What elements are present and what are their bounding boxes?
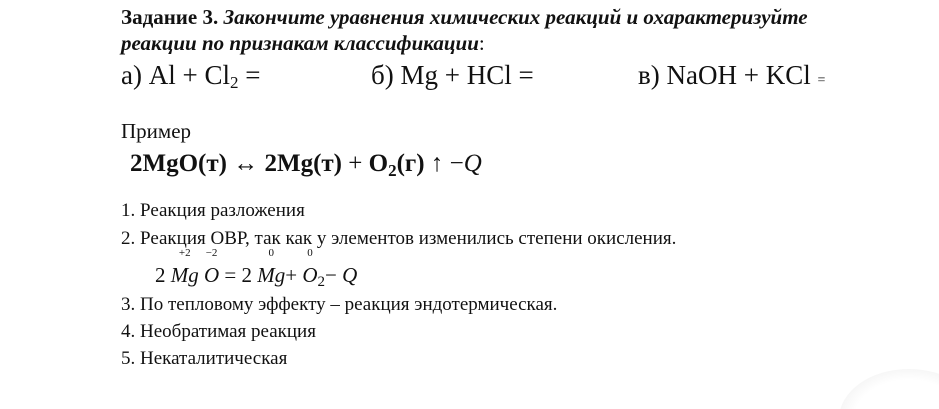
equation-c-equals: = [817, 73, 826, 88]
equation-c [638, 58, 825, 98]
example-arrow: ↔ [226, 150, 265, 177]
example-minus: − [449, 150, 464, 177]
list-item: 3. По тепловому эффекту – реакция эндотермическая. [121, 294, 558, 315]
example-product1: 2Mg(т) [264, 150, 343, 177]
ox-o1 [204, 247, 220, 288]
list-item: 1. Реакция разложения [121, 200, 305, 221]
example-q: Q [463, 150, 482, 177]
equation-b: б) Mg + HCl = [371, 60, 534, 90]
task-colon: : [478, 31, 485, 55]
ox-mg2 [257, 247, 286, 288]
equation-a-subscript: 2 [229, 73, 239, 92]
task-heading-line2 [121, 30, 485, 56]
example-label: Пример [121, 119, 192, 143]
corner-shading [839, 369, 939, 409]
task-text-line1: Закончите уравнения химических реакций и охарактеризуйте [223, 5, 808, 29]
equation-a-prefix: а) Al + Cl [121, 60, 230, 90]
ox-o2-state: 0 [307, 247, 313, 259]
equation-a [121, 58, 260, 92]
example-plus: + [342, 150, 369, 177]
list-item: 5. Некаталитическая [121, 348, 288, 369]
ox-equals: = 2 [219, 263, 253, 287]
ox-q: Q [342, 263, 358, 287]
task-heading-line1 [121, 4, 808, 30]
ox-o2-symbol: O [302, 263, 318, 287]
ox-o2-subscript: 2 [317, 274, 326, 290]
ox-o2 [302, 247, 318, 288]
task-label: Задание 3. [121, 5, 219, 29]
example-reactant: 2MgO(т) [130, 150, 227, 177]
ox-minus: − [325, 263, 337, 287]
equation-c-text: в) NaOH + KCl [638, 60, 811, 90]
task-text-line2: реакции по признакам классификации [121, 31, 479, 55]
ox-coef: 2 [155, 263, 166, 287]
example-up-arrow: ↑ [424, 150, 450, 177]
list-item: 4. Необратимая реакция [121, 321, 316, 342]
example-gas: (г) [396, 150, 425, 177]
ox-plus: + [285, 263, 298, 287]
ox-o1-symbol: O [204, 263, 220, 287]
ox-mg1-symbol: Mg [170, 263, 199, 287]
ox-mg2-state: 0 [268, 247, 275, 259]
example-oxygen: O [368, 150, 389, 177]
oxidation-equation [155, 247, 358, 290]
equation-a-suffix: = [238, 60, 261, 90]
list-item: 2. Реакция ОВР, так как у элементов изменились степени окисления. [121, 228, 677, 249]
ox-mg1 [170, 247, 199, 288]
example-equation [130, 148, 482, 180]
ox-mg2-symbol: Mg [257, 263, 286, 287]
example-oxygen-subscript: 2 [388, 161, 397, 180]
ox-mg1-state: +2 [178, 247, 191, 259]
ox-o1-state: −2 [205, 247, 218, 259]
